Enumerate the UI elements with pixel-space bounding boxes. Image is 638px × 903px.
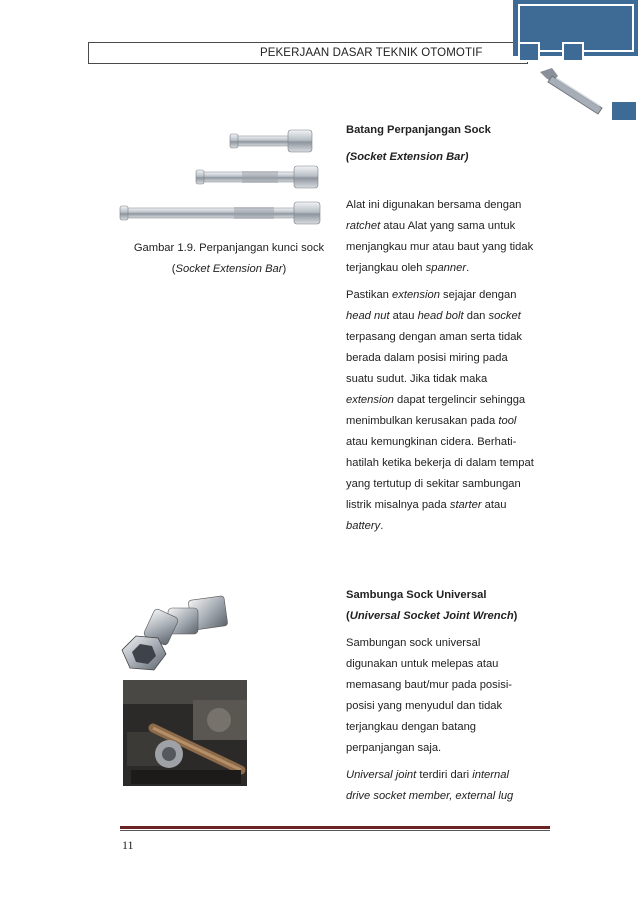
text-line: atau kemungkinan cidera. Berhati- — [346, 436, 517, 448]
section-2-title: Sambunga Sock Universal — [346, 589, 487, 601]
section-1-subtitle: (Socket Extension Bar) — [346, 151, 469, 163]
figure-1-caption — [118, 238, 340, 280]
text-line: terpasang dengan aman serta tidak — [346, 331, 523, 343]
text-line: digunakan untuk melepas atau — [346, 658, 499, 670]
text-line: menimbulkan kerusakan pada tool — [346, 415, 517, 427]
text-line: Sambungan sock universal — [346, 637, 481, 649]
corner-square-1 — [518, 42, 540, 62]
page-header-title: PEKERJAAN DASAR TEKNIK OTOMOTIF — [260, 47, 483, 59]
section-2-paragraph-2 — [346, 765, 566, 807]
section-1-title: Batang Perpanjangan Sock — [346, 124, 491, 136]
figure-1-caption-line1: Gambar 1.9. Perpanjangan kunci sock — [133, 242, 325, 254]
corner-square-3 — [610, 100, 638, 122]
text-line: ratchet atau Alat yang sama untuk — [346, 220, 516, 232]
text-line: Alat ini digunakan bersama dengan — [346, 199, 522, 211]
text-line: posisi yang menyudul dan tidak — [346, 700, 503, 712]
text-line: head nut atau head bolt dan socket — [346, 310, 521, 322]
section-1 — [346, 120, 566, 537]
footer-rule-thin — [120, 830, 550, 831]
text-line: terjangkau oleh spanner. — [346, 262, 470, 274]
page-number: 11 — [122, 838, 134, 852]
text-line: drive socket member, external lug — [346, 790, 514, 802]
text-line: perpanjangan saja. — [346, 742, 442, 754]
footer-rule — [120, 826, 550, 829]
text-line: extension dapat tergelincir sehingga — [346, 394, 526, 406]
text-line: suatu sudut. Jika tidak maka — [346, 373, 488, 385]
text-line: berada dalam posisi miring pada — [346, 352, 508, 364]
section-1-paragraph-2 — [346, 285, 566, 537]
text-line: Universal joint terdiri dari internal — [346, 769, 509, 781]
text-line: hatilah ketika bekerja di dalam tempat — [346, 457, 534, 469]
section-2-subtitle: (Universal Socket Joint Wrench) — [346, 610, 518, 622]
text-line: menjangkau mur atau baut yang tidak — [346, 241, 534, 253]
socket-extension-bar-image — [118, 124, 336, 234]
text-line: memasang baut/mur pada posisi- — [346, 679, 513, 691]
section-2-paragraph-1 — [346, 633, 566, 759]
text-line: listrik misalnya pada starter atau — [346, 499, 507, 511]
corner-square-2 — [562, 42, 584, 62]
text-line: battery. — [346, 520, 384, 532]
figure-1-caption-line2: (Socket Extension Bar) — [171, 263, 287, 275]
text-line: Pastikan extension sejajar dengan — [346, 289, 517, 301]
text-line: yang tertutup di sekitar sambungan — [346, 478, 521, 490]
section-2 — [346, 585, 566, 807]
text-line: terjangkau dengan batang — [346, 721, 477, 733]
engine-photo-image — [123, 680, 247, 786]
universal-joint-image — [118, 592, 248, 674]
wrench-icon — [538, 66, 608, 116]
section-1-paragraph-1 — [346, 195, 566, 279]
